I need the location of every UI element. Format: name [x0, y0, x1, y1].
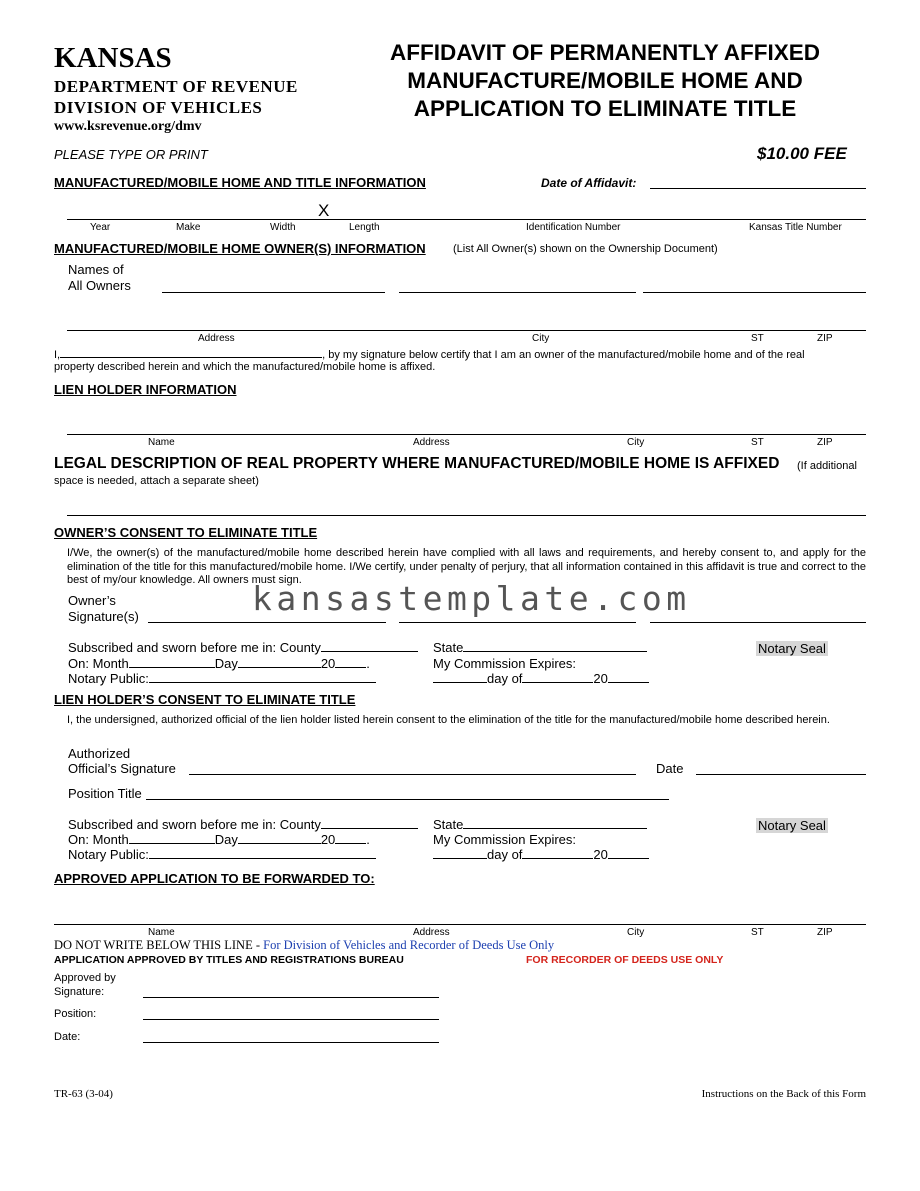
notary2-county	[68, 817, 418, 832]
names-of-label: Names of	[68, 262, 124, 277]
notary2-date	[68, 832, 370, 847]
lien-consent-text: I, the undersigned, authorized official of the lien holder listed herein consent to the elimination of the title for the manufactured/mobile home described herein.	[67, 714, 830, 726]
forward-state-label: ST	[751, 927, 764, 938]
notary2-state-label: State	[433, 817, 464, 832]
home-info-heading: MANUFACTURED/MOBILE HOME AND TITLE INFORMATION	[54, 175, 426, 190]
notary1-county	[68, 640, 418, 655]
notary2-public	[68, 847, 376, 862]
notary2-commission-label: My Commission Expires:	[433, 832, 577, 847]
notary2-state-field[interactable]	[463, 818, 647, 829]
lien-date-field[interactable]	[696, 774, 866, 775]
notary1-expires-month-field[interactable]	[522, 672, 593, 683]
date-of-affidavit-label: Date of Affidavit:	[541, 176, 637, 190]
width-label: Width	[270, 222, 296, 233]
legal-description-heading: LEGAL DESCRIPTION OF REAL PROPERTY WHERE MANUFACTURED/MOBILE HOME IS AFFIXED	[54, 455, 780, 472]
authorized-label: Authorized	[68, 746, 131, 761]
approved-by-label: Approved by	[54, 972, 116, 984]
notary2-month-label: On: Month	[68, 832, 129, 847]
owner-signature-field-3[interactable]	[650, 622, 866, 623]
notary2-day-field[interactable]	[238, 833, 321, 844]
notary1-expires-year-label: 20	[593, 671, 608, 686]
notary2-subscribed-label: Subscribed and sworn before me in: County	[68, 817, 321, 832]
notary2-month-field[interactable]	[129, 833, 215, 844]
notary2-expires-day-field[interactable]	[433, 848, 487, 859]
department-name: DEPARTMENT OF REVENUE	[54, 77, 298, 96]
owners-label: Owner’s	[68, 593, 116, 608]
owner-address-field[interactable]	[67, 330, 866, 331]
notary2-year-label: 20	[320, 832, 336, 847]
position-title-label: Position Title	[68, 786, 142, 801]
recorder-of-deeds-heading: FOR RECORDER OF DEEDS USE ONLY	[526, 954, 724, 966]
owner-name-field-1[interactable]	[162, 292, 385, 293]
notary1-state-field[interactable]	[463, 641, 647, 652]
notary1-year-label: 20	[320, 656, 336, 671]
notary2-period: .	[366, 832, 370, 847]
notary1-public-label: Notary Public:	[68, 671, 149, 686]
certify-text-2: property described herein and which the manufactured/mobile home is affixed.	[54, 361, 436, 373]
notary2-public-label: Notary Public:	[68, 847, 149, 862]
forward-field[interactable]	[54, 924, 866, 925]
form-title-line1: AFFIDAVIT OF PERMANENTLY AFFIXED	[389, 40, 821, 65]
lien-state-label: ST	[751, 437, 764, 448]
form-title-line3: APPLICATION TO ELIMINATE TITLE	[413, 96, 797, 121]
notary2-expires	[433, 847, 649, 862]
notary2-seal-label: Notary Seal	[758, 818, 826, 833]
certify-name-field[interactable]	[60, 347, 322, 358]
make-label: Make	[176, 222, 201, 233]
certify-statement	[54, 347, 805, 361]
lien-name-label: Name	[148, 437, 175, 448]
legal-description-field[interactable]	[67, 515, 866, 516]
owner-name-field-2[interactable]	[399, 292, 636, 293]
instructions-note: Instructions on the Back of this Form	[701, 1088, 866, 1100]
date-label: Date:	[54, 1031, 81, 1043]
for-division-text: For Division of Vehicles and Recorder of Deeds Use Only	[263, 938, 555, 952]
form-id: TR-63 (3-04)	[54, 1088, 113, 1100]
notary1-state-label: State	[433, 640, 464, 655]
owner-zip-label: ZIP	[817, 333, 833, 344]
lien-date-label: Date	[656, 761, 684, 776]
lien-info-heading: LIEN HOLDER INFORMATION	[54, 382, 237, 397]
home-info-field-line[interactable]	[67, 219, 866, 220]
identification-number-label: Identification Number	[526, 222, 621, 233]
date-of-affidavit-field[interactable]	[650, 188, 866, 189]
owner-address-label: Address	[198, 333, 235, 344]
notary1-public	[68, 671, 376, 686]
approval-position-field[interactable]	[143, 1019, 439, 1020]
legal-note-2: space is needed, attach a separate sheet)	[54, 475, 259, 487]
fee-amount: $10.00 FEE	[757, 144, 847, 163]
lien-address-label: Address	[413, 437, 450, 448]
notary1-public-field[interactable]	[149, 672, 376, 683]
notary1-seal-label: Notary Seal	[758, 641, 826, 656]
do-not-write-line	[54, 938, 554, 953]
notary2-year-field[interactable]	[335, 833, 366, 844]
notary1-day-field[interactable]	[238, 657, 321, 668]
website-url: www.ksrevenue.org/dmv	[54, 119, 202, 134]
signatures-label: Signature(s)	[68, 609, 139, 624]
all-owners-label: All Owners	[68, 278, 131, 293]
year-label: Year	[90, 222, 111, 233]
official-signature-field[interactable]	[189, 774, 636, 775]
owner-name-field-3[interactable]	[643, 292, 866, 293]
forward-heading: APPROVED APPLICATION TO BE FORWARDED TO:	[54, 871, 375, 886]
notary1-seal	[756, 640, 828, 658]
notary1-expires-year-field[interactable]	[608, 672, 649, 683]
length-label: Length	[349, 222, 380, 233]
notary1-date	[68, 656, 370, 671]
forward-name-label: Name	[148, 927, 175, 938]
notary1-month-field[interactable]	[129, 657, 215, 668]
notary2-county-field[interactable]	[321, 818, 418, 829]
position-title-field[interactable]	[146, 799, 669, 800]
form-title-line2: MANUFACTURE/MOBILE HOME AND	[407, 68, 803, 93]
division-name: DIVISION OF VEHICLES	[54, 98, 263, 117]
certify-prefix: I,	[54, 349, 61, 361]
approval-signature-field[interactable]	[143, 997, 439, 998]
lien-holder-field[interactable]	[67, 434, 866, 435]
notary1-expires-day-field[interactable]	[433, 672, 487, 683]
notary2-seal	[756, 817, 828, 835]
legal-note-1: (If additional	[797, 460, 857, 472]
notary1-dayof-label: day of	[487, 671, 523, 686]
approved-by-bureau-heading: APPLICATION APPROVED BY TITLES AND REGISTRATIONS BUREAU	[54, 954, 404, 966]
forward-zip-label: ZIP	[817, 927, 833, 938]
owner-signature-field-1[interactable]	[148, 622, 386, 623]
officials-signature-label: Official’s Signature	[68, 761, 176, 776]
owner-info-heading	[54, 241, 426, 256]
notary1-day-label: Day	[214, 656, 238, 671]
notary1-period: .	[366, 656, 370, 671]
width-length-x: X	[318, 201, 330, 220]
forward-address-label: Address	[413, 927, 450, 938]
notary1-year-field[interactable]	[335, 657, 366, 668]
owner-consent-text: I/We, the owner(s) of the manufactured/mobile home described herein have complied with all laws and requirements, and hereby consent to, and apply for the elimination of the title for this manufactured/mobile home. I/We certify, under penalty of perjury, that all information contained in this affidavit is true and correct to the best of my/our knowledge. All owners must sign.	[67, 547, 866, 586]
notary2-public-field[interactable]	[149, 848, 376, 859]
state-name: KANSAS	[54, 42, 172, 74]
owner-signature-field-2[interactable]	[399, 622, 636, 623]
print-note: PLEASE TYPE OR PRINT	[54, 147, 208, 162]
certify-text-1: , by my signature below certify that I am an owner of the manufactured/mobile home and of the real	[322, 349, 805, 361]
kansas-title-number-label: Kansas Title Number	[749, 222, 842, 233]
notary1-state	[433, 640, 647, 655]
owner-state-label: ST	[751, 333, 764, 344]
notary2-expires-year-field[interactable]	[608, 848, 649, 859]
owner-consent-heading: OWNER’S CONSENT TO ELIMINATE TITLE	[54, 525, 318, 540]
notary2-day-label: Day	[214, 832, 238, 847]
notary2-dayof-label: day of	[487, 847, 523, 862]
notary2-state	[433, 817, 647, 832]
position-label: Position:	[54, 1008, 97, 1020]
notary1-subscribed-label: Subscribed and sworn before me in: County	[68, 640, 321, 655]
owner-info-note: (List All Owner(s) shown on the Ownership Document)	[453, 243, 718, 255]
signature-label: Signature:	[54, 986, 105, 998]
do-not-write-text: DO NOT WRITE BELOW THIS LINE -	[54, 938, 264, 952]
lien-zip-label: ZIP	[817, 437, 833, 448]
owner-info-heading-text: MANUFACTURED/MOBILE HOME OWNER(S) INFORMATION	[54, 241, 426, 256]
watermark: kansastemplate.com	[252, 579, 691, 618]
lien-city-label: City	[627, 437, 645, 448]
notary2-expires-month-field[interactable]	[522, 848, 593, 859]
notary1-expires	[433, 671, 649, 686]
notary1-commission-label: My Commission Expires:	[433, 656, 577, 671]
notary1-month-label: On: Month	[68, 656, 129, 671]
forward-city-label: City	[627, 927, 645, 938]
owner-city-label: City	[532, 333, 550, 344]
notary1-county-field[interactable]	[321, 641, 418, 652]
notary2-expires-year-label: 20	[593, 847, 608, 862]
approval-date-field[interactable]	[143, 1042, 439, 1043]
lien-consent-heading: LIEN HOLDER’S CONSENT TO ELIMINATE TITLE	[54, 692, 356, 707]
